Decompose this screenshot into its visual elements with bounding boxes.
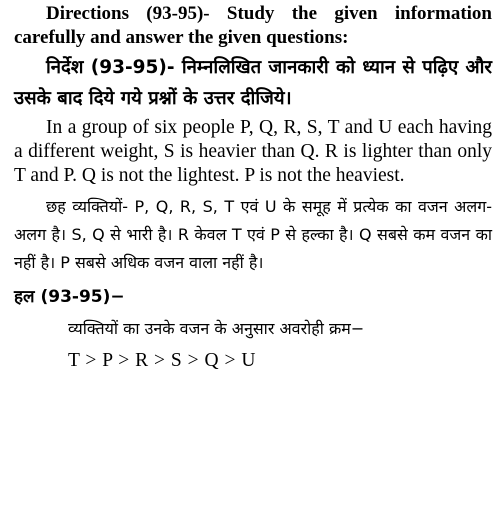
directions-english: Directions (93-95)- Study the given information carefully and answer the given questions: [14, 3, 492, 48]
question-page [14, 0, 492, 375]
solution-description: व्यक्तियों का उनके वजन के अनुसार अवरोही क्रम− [68, 319, 365, 338]
solution-order: T > P > R > S > Q > U [68, 350, 256, 371]
passage-hindi: छह व्यक्तियों- P, Q, R, S, T एवं U के समूह में प्रत्येक का वजन अलग-अलग है। S, Q से भारी है। R केवल T एवं P से हल्का है। Q सबसे कम वजन का नहीं है। P सबसे अधिक वजन वाला नहीं है। [14, 197, 492, 272]
solution-heading: हल (93-95)− [14, 287, 125, 307]
directions-hindi: निर्देश (93-95)- निम्नलिखित जानकारी को ध्यान से पढ़िए और उसके बाद दिये गये प्रश्नों के उत्तर दीजिये। [14, 57, 492, 109]
passage-english: In a group of six people P, Q, R, S, T and U each having a different weight, S is heavier than Q. R is lighter than only T and P. Q is not the lightest. P is not the heaviest. [14, 117, 492, 186]
